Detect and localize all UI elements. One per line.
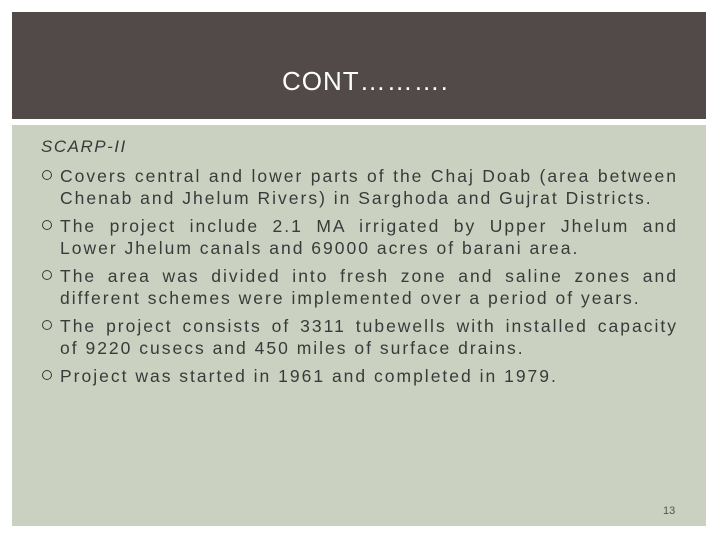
title-bar bbox=[12, 12, 706, 119]
content-area bbox=[12, 125, 706, 526]
bullet-item bbox=[42, 165, 678, 209]
circle-bullet-icon bbox=[42, 170, 52, 180]
bullet-item bbox=[42, 265, 678, 309]
bullet-text: The area was divided into fresh zone and saline zones and different schemes were implemented over a period of years. bbox=[60, 266, 678, 308]
bullet-item bbox=[42, 365, 678, 387]
bullet-text: Project was started in 1961 and completed in 1979. bbox=[60, 366, 558, 386]
circle-bullet-icon bbox=[42, 370, 52, 380]
slide-subtitle: SCARP-II bbox=[41, 137, 127, 156]
circle-bullet-icon bbox=[42, 220, 52, 230]
bullet-list bbox=[42, 165, 678, 393]
circle-bullet-icon bbox=[42, 320, 52, 330]
bullet-text: The project include 2.1 MA irrigated by Upper Jhelum and Lower Jhelum canals and 69000 acres of barani area. bbox=[60, 216, 678, 258]
bullet-item bbox=[42, 315, 678, 359]
bullet-text: Covers central and lower parts of the Chaj Doab (area between Chenab and Jhelum Rivers) in Sarghoda and Gujrat Districts. bbox=[60, 166, 678, 208]
slide-title: CONT………. bbox=[282, 66, 449, 96]
page-number: 13 bbox=[663, 505, 676, 517]
bullet-text: The project consists of 3311 tubewells with installed capacity of 9220 cusecs and 450 miles of surface drains. bbox=[60, 316, 678, 358]
circle-bullet-icon bbox=[42, 270, 52, 280]
bullet-item bbox=[42, 215, 678, 259]
